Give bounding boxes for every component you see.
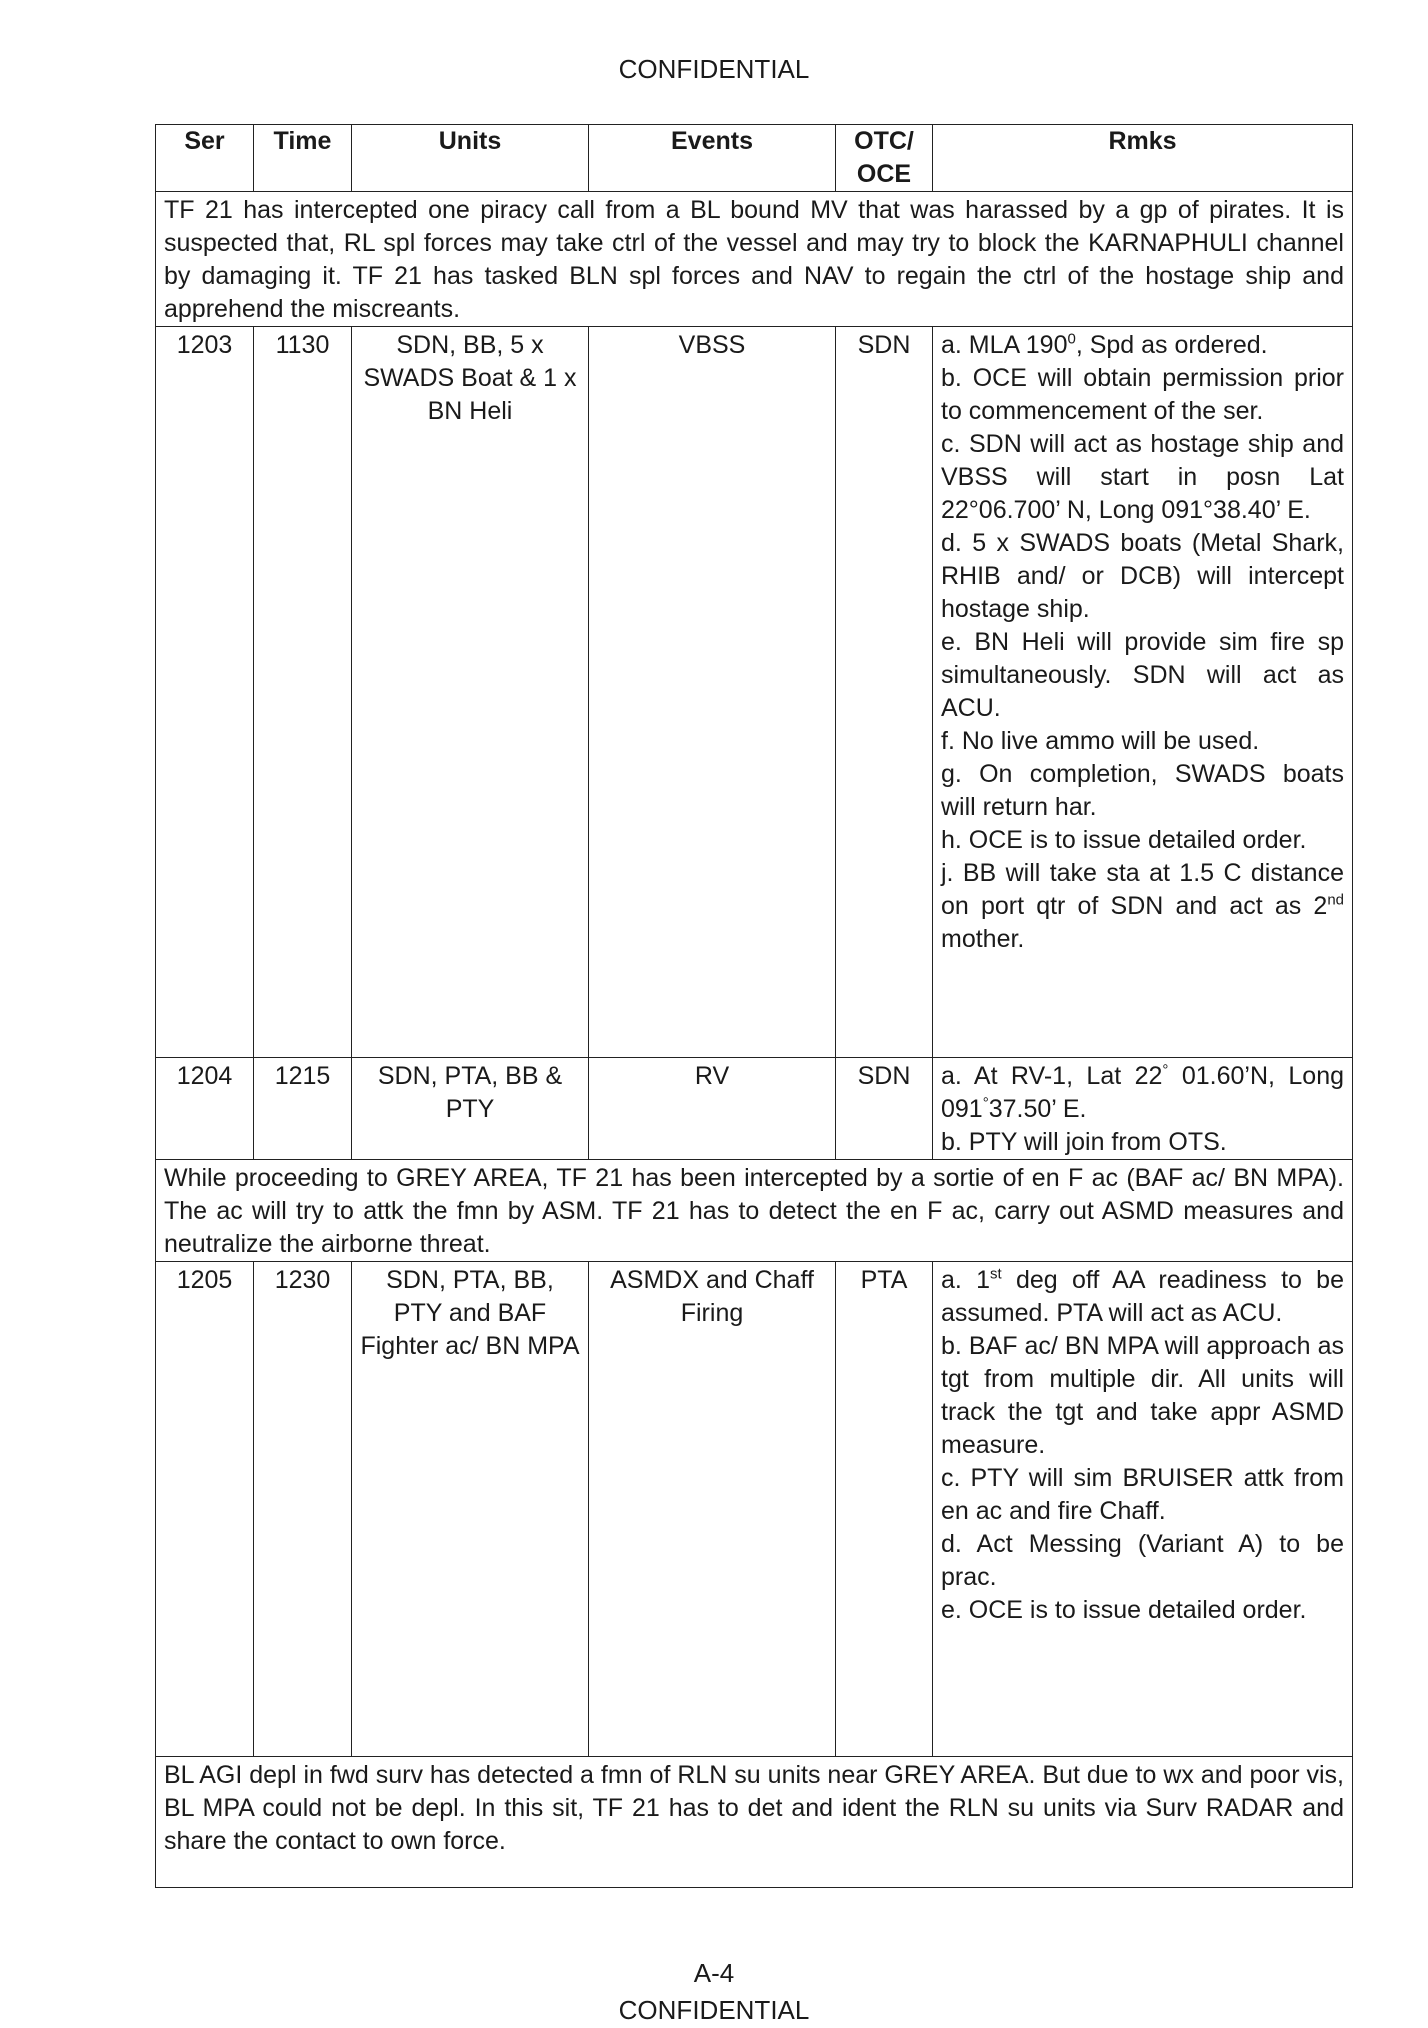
rmk-j-text: j. BB will take sta at 1.5 C distance on port qtr of SDN and act as 2 [941,859,1344,920]
rmk-a [941,1060,1344,1126]
serial-table [155,124,1353,1888]
rmk-a-text: a. 1 [941,1266,991,1294]
otc-cell: SDN [836,327,933,1058]
rmk-a-sup: ° [1162,1061,1169,1079]
time-cell: 1130 [254,327,352,1058]
rmk-d: d. 5 x SWADS boats (Metal Shark, RHIB and/ or DCB) will intercept hostage ship. [941,529,1344,623]
col-events-header: Events [589,125,836,192]
rmk-b: b. OCE will obtain permission prior to commencement of the ser. [941,364,1344,425]
narrative-row [156,1757,1353,1888]
col-ser-header: Ser [156,125,254,192]
rmk-e: e. OCE is to issue detailed order. [941,1596,1307,1624]
rmk-a-text-post: 37.50’ E. [988,1095,1087,1123]
events-cell: ASMDX and Chaff Firing [589,1262,836,1757]
rmk-a-sup: st [990,1265,1002,1283]
table-row [156,1058,1353,1160]
rmk-a-text-mid: 01.60’N, Long 091 [941,1062,1344,1123]
ser-cell: 1203 [156,327,254,1058]
otc-header-line2: OCE [856,160,912,188]
ser-cell: 1205 [156,1262,254,1757]
rmk-g: g. On completion, SWADS boats will return har. [941,760,1344,821]
narrative-row [156,1160,1353,1262]
narrative-row [156,192,1353,327]
rmk-a-text-post: deg off AA readiness to be assumed. PTA will act as ACU. [941,1266,1344,1327]
units-cell: SDN, PTA, BB, PTY and BAF Fighter ac/ BN MPA [352,1262,589,1757]
rmk-a-sup2: ° [982,1094,989,1112]
page-number: A-4 [693,1958,735,1988]
col-rmks-header: Rmks [933,125,1353,192]
otc-header-line1: OTC/ [854,127,914,155]
otc-cell: PTA [836,1262,933,1757]
narrative-1: TF 21 has intercepted one piracy call from a BL bound MV that was harassed by a gp of pirates. It is suspected that, RL spl forces may take ctrl of the vessel and may try to block the KARNAPHULI channel by damaging it. TF 21 has tasked BLN spl forces and NAV to regain the ctrl of the hostage ship and apprehend the miscreants. [156,192,1353,327]
rmk-a [941,329,1344,362]
table-header-row [156,125,1353,192]
col-time-header: Time [254,125,352,192]
events-cell: VBSS [589,327,836,1058]
rmk-c: c. PTY will sim BRUISER attk from en ac and fire Chaff. [941,1464,1344,1525]
col-units-header: Units [352,125,589,192]
rmk-a-text-post: , Spd as ordered. [1075,331,1268,359]
rmk-j-sup: nd [1327,891,1344,909]
table-row [156,1262,1353,1757]
rmk-a [941,1264,1344,1330]
rmk-e: e. BN Heli will provide sim fire sp simultaneously. SDN will act as ACU. [941,628,1344,722]
rmk-f: f. No live ammo will be used. [941,727,1260,755]
events-cell: RV [589,1058,836,1160]
rmk-d: d. Act Messing (Variant A) to be prac. [941,1530,1344,1591]
col-otc-header [836,125,933,192]
ser-cell: 1204 [156,1058,254,1160]
footer-classification: CONFIDENTIAL [618,1995,810,2025]
units-cell: SDN, BB, 5 x SWADS Boat & 1 x BN Heli [352,327,589,1058]
otc-cell: SDN [836,1058,933,1160]
table-row [156,327,1353,1058]
rmks-cell [933,327,1353,1058]
narrative-3: BL AGI depl in fwd surv has detected a fmn of RLN su units near GREY AREA. But due to wx and poor vis, BL MPA could not be depl. In this sit, TF 21 has to det and ident the RLN su units via Surv RADAR and share the contact to own force. [156,1757,1353,1888]
narrative-2: While proceeding to GREY AREA, TF 21 has been intercepted by a sortie of en F ac (BAF ac/ BN MPA). The ac will try to attk the fmn by ASM. TF 21 has to detect the en F ac, carry out ASMD measures and neutralize the airborne threat. [156,1160,1353,1262]
rmk-a-text: a. At RV-1, Lat 22 [941,1062,1163,1090]
rmk-c: c. SDN will act as hostage ship and VBSS will start in posn Lat 22°06.700’ N, Long 091°38.40’ E. [941,430,1344,524]
units-cell: SDN, PTA, BB & PTY [352,1058,589,1160]
rmk-h: h. OCE is to issue detailed order. [941,826,1307,854]
time-cell: 1215 [254,1058,352,1160]
header-classification: CONFIDENTIAL [618,54,810,84]
rmk-j [941,857,1344,956]
rmk-a-sup: 0 [1067,330,1076,348]
time-cell: 1230 [254,1262,352,1757]
rmk-a-text: a. MLA 190 [941,331,1068,359]
rmk-b: b. PTY will join from OTS. [941,1128,1227,1156]
rmks-cell [933,1262,1353,1757]
rmk-j-text-post: mother. [941,925,1025,953]
rmks-cell [933,1058,1353,1160]
rmk-b: b. BAF ac/ BN MPA will approach as tgt from multiple dir. All units will track the tgt and take appr ASMD measure. [941,1332,1344,1459]
